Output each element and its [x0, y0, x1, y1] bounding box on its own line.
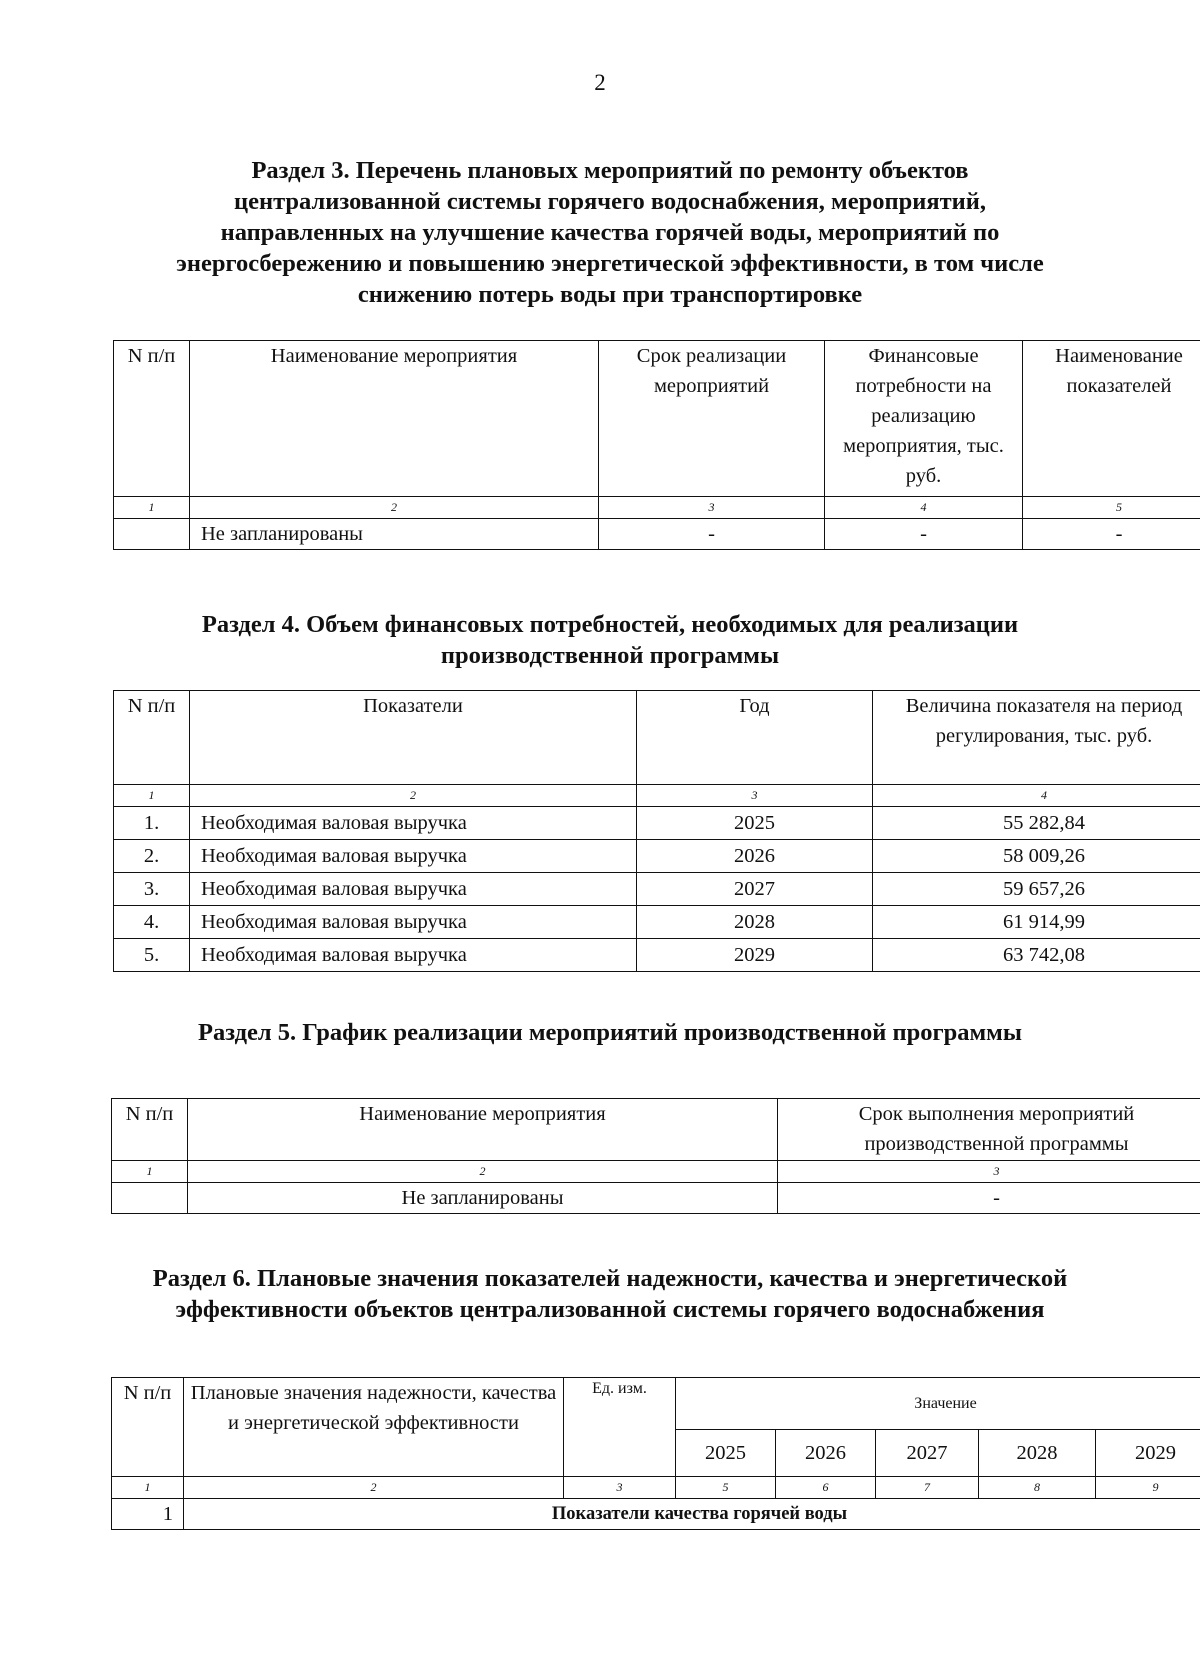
index-cell: 1	[112, 1161, 188, 1183]
index-cell: 2	[190, 497, 599, 519]
header-indicators: Показатели	[190, 691, 637, 785]
header-indicators: Наименование показателей	[1023, 341, 1200, 497]
table-row	[114, 906, 1200, 939]
index-cell: 3	[778, 1161, 1200, 1183]
cell-num: 4.	[114, 906, 190, 939]
cell-finance: -	[825, 519, 1023, 550]
index-cell: 6	[776, 1477, 876, 1499]
cell-indicator: Необходимая валовая выручка	[190, 906, 637, 939]
header-num: N п/п	[114, 341, 190, 497]
cell-indicators: -	[1023, 519, 1200, 550]
cell-year: 2029	[637, 939, 873, 972]
cell-indicator: Необходимая валовая выручка	[190, 939, 637, 972]
header-year: 2027	[876, 1430, 979, 1477]
cell-value: 63 742,08	[873, 939, 1200, 972]
index-cell: 1	[112, 1477, 184, 1499]
table-row	[112, 1183, 1200, 1214]
header-num: N п/п	[114, 691, 190, 785]
table-index-row	[114, 785, 1200, 807]
header-year: 2026	[776, 1430, 876, 1477]
table-row	[114, 873, 1200, 906]
section4-table	[113, 690, 1200, 972]
cell-name: Не запланированы	[188, 1183, 778, 1214]
index-cell: 2	[190, 785, 637, 807]
table-header-row	[112, 1378, 1200, 1430]
index-cell: 5	[676, 1477, 776, 1499]
cell-value: 61 914,99	[873, 906, 1200, 939]
cell-num: 1	[112, 1499, 184, 1530]
cell-year: 2026	[637, 840, 873, 873]
header-finance: Финансовые потребности на реализацию мероприятия, тыс. руб.	[825, 341, 1023, 497]
cell-num: 1.	[114, 807, 190, 840]
section3-table	[113, 340, 1200, 550]
index-cell: 5	[1023, 497, 1200, 519]
cell-num	[114, 519, 190, 550]
cell-num	[112, 1183, 188, 1214]
section5-table	[111, 1098, 1200, 1214]
header-num: N п/п	[112, 1378, 184, 1477]
header-num: N п/п	[112, 1099, 188, 1161]
section3-title: Раздел 3. Перечень плановых мероприятий по ремонту объектов централизованной системы горячего водоснабжения, мероприятий, направленных на улучшение качества горячей воды, мероприятий по энергосбережению и повышению энергетической эффективности, в том числе снижению потерь воды при транспортировке	[176, 157, 1044, 308]
header-year: Год	[637, 691, 873, 785]
table-header-row	[114, 691, 1200, 785]
index-cell: 3	[564, 1477, 676, 1499]
cell-term: -	[778, 1183, 1200, 1214]
header-value: Величина показателя на период регулирования, тыс. руб.	[873, 691, 1200, 785]
table-header-row	[114, 341, 1200, 497]
header-term: Срок реализации мероприятий	[599, 341, 825, 497]
table-index-row	[112, 1161, 1200, 1183]
index-cell: 3	[637, 785, 873, 807]
cell-indicator: Необходимая валовая выручка	[190, 807, 637, 840]
header-name: Плановые значения надежности, качества и энергетической эффективности	[184, 1378, 564, 1477]
index-cell: 3	[599, 497, 825, 519]
table-group-row	[112, 1499, 1200, 1530]
table-row	[114, 939, 1200, 972]
cell-year: 2028	[637, 906, 873, 939]
index-cell: 2	[188, 1161, 778, 1183]
table-index-row	[114, 497, 1200, 519]
group-label: Показатели качества горячей воды	[184, 1499, 1200, 1530]
index-cell: 9	[1096, 1477, 1200, 1499]
table-header-row	[112, 1099, 1200, 1161]
table-index-row	[112, 1477, 1200, 1499]
section6-title: Раздел 6. Плановые значения показателей надежности, качества и энергетической эффективности объектов централизованной системы горячего водоснабжения	[152, 1265, 1068, 1323]
index-cell: 1	[114, 497, 190, 519]
cell-name: Не запланированы	[190, 519, 599, 550]
index-cell: 4	[825, 497, 1023, 519]
cell-year: 2027	[637, 873, 873, 906]
section6-table	[111, 1377, 1200, 1530]
header-year: 2028	[979, 1430, 1096, 1477]
cell-value: 59 657,26	[873, 873, 1200, 906]
cell-indicator: Необходимая валовая выручка	[190, 840, 637, 873]
index-cell: 7	[876, 1477, 979, 1499]
header-name: Наименование мероприятия	[190, 341, 599, 497]
index-cell: 1	[114, 785, 190, 807]
cell-num: 3.	[114, 873, 190, 906]
cell-year: 2025	[637, 807, 873, 840]
table-row	[114, 807, 1200, 840]
index-cell: 4	[873, 785, 1200, 807]
header-year: 2029	[1096, 1430, 1200, 1477]
header-year: 2025	[676, 1430, 776, 1477]
cell-value: 58 009,26	[873, 840, 1200, 873]
header-name: Наименование мероприятия	[188, 1099, 778, 1161]
page-number: 2	[594, 70, 606, 95]
cell-indicator: Необходимая валовая выручка	[190, 873, 637, 906]
section5-title: Раздел 5. График реализации мероприятий производственной программы	[197, 1019, 1023, 1046]
cell-num: 2.	[114, 840, 190, 873]
header-value: Значение	[676, 1378, 1200, 1430]
cell-term: -	[599, 519, 825, 550]
index-cell: 2	[184, 1477, 564, 1499]
index-cell: 8	[979, 1477, 1096, 1499]
header-term: Срок выполнения мероприятий производственной программы	[778, 1099, 1200, 1161]
header-unit: Ед. изм.	[564, 1378, 676, 1477]
cell-value: 55 282,84	[873, 807, 1200, 840]
table-row	[114, 840, 1200, 873]
table-row	[114, 519, 1200, 550]
section4-title: Раздел 4. Объем финансовых потребностей, необходимых для реализации производственной программы	[201, 611, 1019, 669]
cell-num: 5.	[114, 939, 190, 972]
